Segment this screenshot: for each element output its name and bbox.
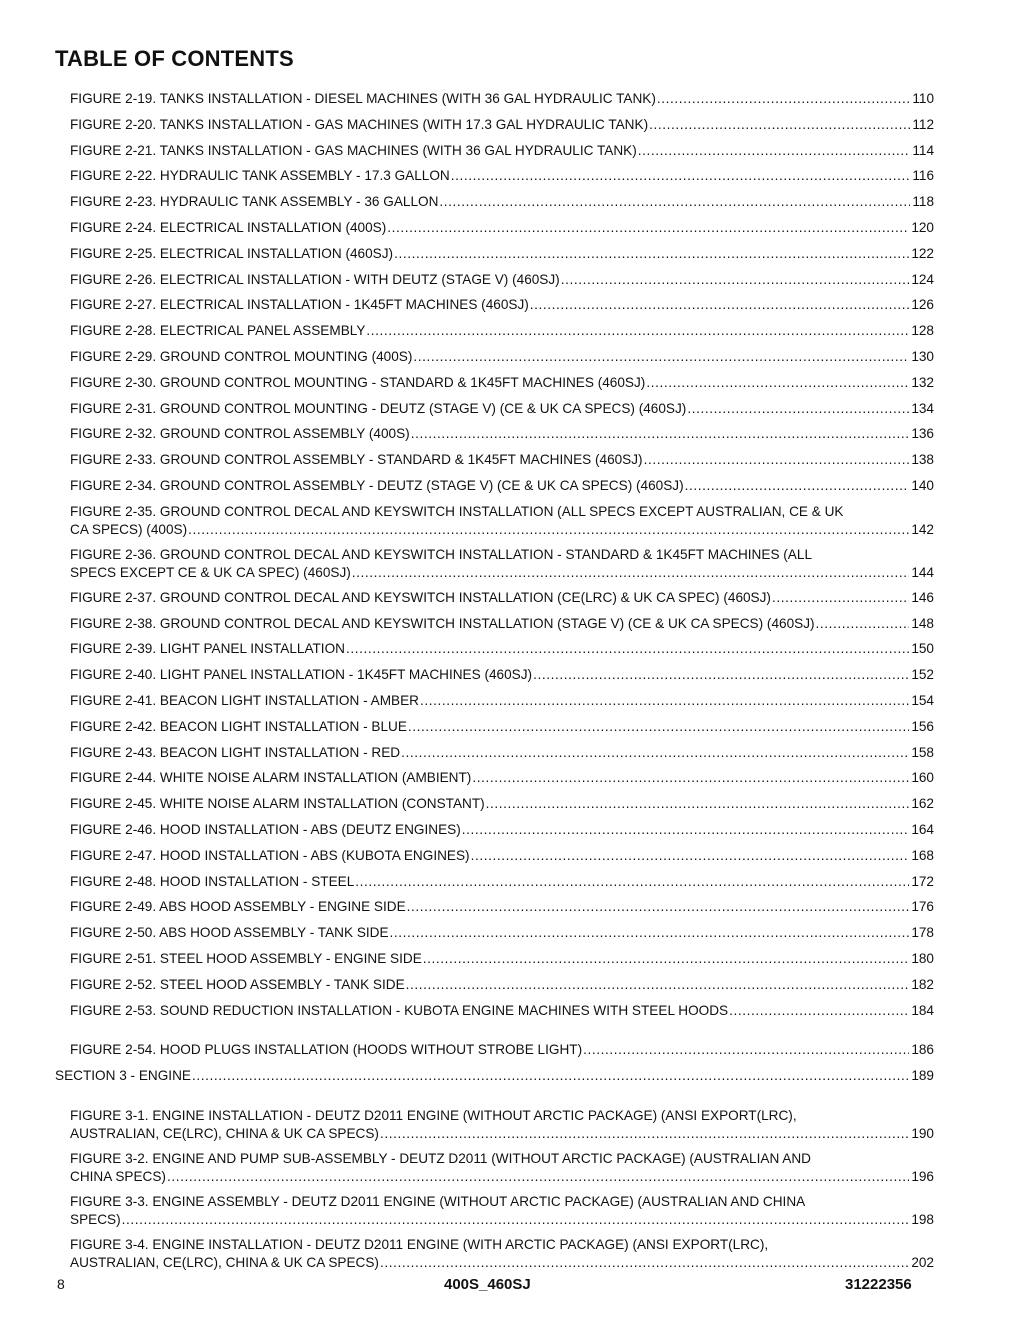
dot-leader xyxy=(685,477,910,495)
toc-figure-entry[interactable] xyxy=(70,400,934,418)
toc-figure-entry[interactable] xyxy=(70,348,934,366)
dot-leader xyxy=(407,898,910,916)
toc-entry-page: 146 xyxy=(911,589,934,605)
toc-entry-title: FIGURE 2-30. GROUND CONTROL MOUNTING - STANDARD & 1K45FT MACHINES (460SJ) xyxy=(70,374,646,390)
toc-entry-page: 150 xyxy=(911,641,934,657)
toc-list xyxy=(0,90,1024,1279)
toc-figure-entry[interactable] xyxy=(70,167,934,185)
toc-entry-title: SPECS) xyxy=(70,1211,121,1227)
dot-leader xyxy=(649,116,910,134)
dot-leader xyxy=(188,521,909,539)
toc-figure-entry[interactable] xyxy=(70,847,934,865)
toc-entry-title: FIGURE 2-47. HOOD INSTALLATION - ABS (KUBOTA ENGINES) xyxy=(70,847,470,863)
toc-entry-title: FIGURE 2-26. ELECTRICAL INSTALLATION - WITH DEUTZ (STAGE V) (460SJ) xyxy=(70,271,560,287)
toc-entry-page: 130 xyxy=(911,348,934,364)
toc-entry-title: FIGURE 2-43. BEACON LIGHT INSTALLATION - RED xyxy=(70,744,401,760)
toc-figure-entry[interactable] xyxy=(70,90,934,108)
dot-leader xyxy=(352,564,910,582)
dot-leader xyxy=(387,219,909,237)
dot-leader xyxy=(423,950,910,968)
dot-leader xyxy=(583,1041,909,1059)
toc-section-entry[interactable] xyxy=(55,1067,934,1085)
toc-entry-page: 160 xyxy=(911,770,934,786)
toc-entry-title-line: FIGURE 3-2. ENGINE AND PUMP SUB-ASSEMBLY - DEUTZ D2011 (WITHOUT ARCTIC PACKAGE) (AUSTRALIAN AND xyxy=(70,1150,811,1166)
toc-entry-page: 176 xyxy=(911,899,934,915)
toc-entry-page: 122 xyxy=(911,245,934,261)
dot-leader xyxy=(408,718,909,736)
toc-figure-entry[interactable] xyxy=(70,245,934,263)
toc-figure-entry[interactable] xyxy=(70,640,934,658)
toc-entry-title: FIGURE 2-29. GROUND CONTROL MOUNTING (400S) xyxy=(70,348,413,364)
dot-leader xyxy=(413,348,909,366)
toc-entry-page: 164 xyxy=(911,821,934,837)
dot-leader xyxy=(644,451,910,469)
dot-leader xyxy=(687,400,909,418)
toc-entry-title: FIGURE 2-46. HOOD INSTALLATION - ABS (DEUTZ ENGINES) xyxy=(70,821,461,837)
page-title: TABLE OF CONTENTS xyxy=(55,46,294,71)
dot-leader xyxy=(530,296,910,314)
dot-leader xyxy=(401,744,909,762)
dot-leader xyxy=(192,1067,909,1085)
toc-entry-page: 178 xyxy=(911,925,934,941)
toc-entry-title: FIGURE 2-41. BEACON LIGHT INSTALLATION - AMBER xyxy=(70,692,419,708)
dot-leader xyxy=(411,425,910,443)
toc-entry-title: CA SPECS) (400S) xyxy=(70,521,188,537)
page-number: 8 xyxy=(57,1276,65,1292)
toc-entry-title-line: FIGURE 2-36. GROUND CONTROL DECAL AND KEYSWITCH INSTALLATION - STANDARD & 1K45FT MACHINES (ALL xyxy=(70,546,812,562)
toc-entry-page: 168 xyxy=(911,847,934,863)
toc-entry-title: FIGURE 2-54. HOOD PLUGS INSTALLATION (HOODS WITHOUT STROBE LIGHT) xyxy=(70,1042,583,1058)
toc-entry-page: 196 xyxy=(911,1168,934,1184)
dot-leader xyxy=(657,90,910,108)
toc-entry-page: 140 xyxy=(911,477,934,493)
toc-entry-title: FIGURE 2-40. LIGHT PANEL INSTALLATION - 1K45FT MACHINES (460SJ) xyxy=(70,667,533,683)
dot-leader xyxy=(366,322,909,340)
dot-leader xyxy=(451,167,911,185)
toc-entry-page: 162 xyxy=(911,796,934,812)
toc-figure-entry[interactable] xyxy=(70,769,934,787)
toc-entry-page: 144 xyxy=(911,564,934,580)
toc-entry-page: 126 xyxy=(911,297,934,313)
toc-figure-entry[interactable] xyxy=(70,873,934,891)
dot-leader xyxy=(122,1211,910,1229)
toc-entry-page: 158 xyxy=(911,744,934,760)
toc-figure-entry[interactable] xyxy=(70,950,934,968)
toc-entry-page: 116 xyxy=(912,168,934,184)
toc-figure-entry[interactable] xyxy=(70,821,934,839)
toc-entry-title-line: FIGURE 3-3. ENGINE ASSEMBLY - DEUTZ D2011 ENGINE (WITHOUT ARCTIC PACKAGE) (AUSTRALIAN AND CHINA xyxy=(70,1193,806,1209)
dot-leader xyxy=(406,976,910,994)
toc-entry-title: FIGURE 2-33. GROUND CONTROL ASSEMBLY - STANDARD & 1K45FT MACHINES (460SJ) xyxy=(70,452,643,468)
toc-entry-title: FIGURE 2-28. ELECTRICAL PANEL ASSEMBLY xyxy=(70,323,366,339)
dot-leader xyxy=(486,795,910,813)
dot-leader xyxy=(355,873,909,891)
toc-figure-entry[interactable] xyxy=(70,744,934,762)
dot-leader xyxy=(439,193,910,211)
toc-entry-page: 142 xyxy=(911,521,934,537)
toc-figure-entry[interactable] xyxy=(70,503,934,539)
toc-entry-title: SPECS EXCEPT CE & UK CA SPEC) (460SJ) xyxy=(70,564,351,580)
toc-figure-entry[interactable] xyxy=(70,1002,934,1020)
toc-entry-title: FIGURE 2-22. HYDRAULIC TANK ASSEMBLY - 17.3 GALLON xyxy=(70,168,450,184)
toc-entry-title: FIGURE 2-50. ABS HOOD ASSEMBLY - TANK SIDE xyxy=(70,925,389,941)
toc-entry-title: AUSTRALIAN, CE(LRC), CHINA & UK CA SPECS) xyxy=(70,1254,379,1270)
toc-entry-page: 136 xyxy=(911,426,934,442)
toc-figure-entry[interactable] xyxy=(70,451,934,469)
dot-leader xyxy=(380,1125,909,1143)
dot-leader xyxy=(638,142,911,160)
toc-entry-page: 138 xyxy=(911,452,934,468)
toc-figure-entry[interactable] xyxy=(70,976,934,994)
toc-figure-entry[interactable] xyxy=(70,1150,934,1186)
toc-entry-title: SECTION 3 - ENGINE xyxy=(55,1068,191,1084)
toc-entry-page: 198 xyxy=(911,1211,934,1227)
toc-entry-page: 154 xyxy=(911,692,934,708)
toc-entry-title: FIGURE 2-53. SOUND REDUCTION INSTALLATION - KUBOTA ENGINE MACHINES WITH STEEL HOODS xyxy=(70,1002,729,1018)
toc-entry-title: FIGURE 2-45. WHITE NOISE ALARM INSTALLATION (CONSTANT) xyxy=(70,796,485,812)
toc-figure-entry[interactable] xyxy=(70,322,934,340)
toc-entry-page: 148 xyxy=(911,615,934,631)
toc-figure-entry[interactable] xyxy=(70,718,934,736)
toc-entry-title: FIGURE 2-51. STEEL HOOD ASSEMBLY - ENGINE SIDE xyxy=(70,950,422,966)
toc-entry-title: FIGURE 2-39. LIGHT PANEL INSTALLATION xyxy=(70,641,345,657)
toc-entry-page: 190 xyxy=(911,1125,934,1141)
toc-entry-page: 124 xyxy=(911,271,934,287)
dot-leader xyxy=(561,271,910,289)
toc-entry-page: 172 xyxy=(911,873,934,889)
dot-leader xyxy=(646,374,909,392)
toc-figure-entry[interactable] xyxy=(70,589,934,607)
toc-entry-page: 202 xyxy=(911,1254,934,1270)
document-number: 31222356 xyxy=(845,1276,912,1293)
toc-figure-entry[interactable] xyxy=(70,615,934,633)
toc-figure-entry[interactable] xyxy=(70,219,934,237)
toc-entry-title: FIGURE 2-48. HOOD INSTALLATION - STEEL xyxy=(70,873,355,889)
toc-entry-title-line: FIGURE 2-35. GROUND CONTROL DECAL AND KEYSWITCH INSTALLATION (ALL SPECS EXCEPT AUSTRALIAN, CE & UK xyxy=(70,503,844,519)
toc-entry-title: AUSTRALIAN, CE(LRC), CHINA & UK CA SPECS) xyxy=(70,1125,379,1141)
dot-leader xyxy=(471,847,910,865)
toc-entry-title-line: FIGURE 3-4. ENGINE INSTALLATION - DEUTZ D2011 ENGINE (WITH ARCTIC PACKAGE) (ANSI EXPORT(LRC), xyxy=(70,1236,769,1252)
toc-figure-entry[interactable] xyxy=(70,271,934,289)
toc-entry-title: FIGURE 2-19. TANKS INSTALLATION - DIESEL MACHINES (WITH 36 GAL HYDRAULIC TANK) xyxy=(70,91,656,106)
toc-entry-title: FIGURE 2-25. ELECTRICAL INSTALLATION (460SJ) xyxy=(70,245,394,261)
toc-figure-entry[interactable] xyxy=(70,374,934,392)
toc-entry-page: 186 xyxy=(911,1042,934,1058)
toc-entry-title: FIGURE 2-34. GROUND CONTROL ASSEMBLY - DEUTZ (STAGE V) (CE & UK CA SPECS) (460SJ) xyxy=(70,477,684,493)
toc-entry-title: FIGURE 2-52. STEEL HOOD ASSEMBLY - TANK SIDE xyxy=(70,976,405,992)
dot-leader xyxy=(420,692,909,710)
toc-figure-entry[interactable] xyxy=(70,116,934,134)
toc-entry-title: FIGURE 2-37. GROUND CONTROL DECAL AND KEYSWITCH INSTALLATION (CE(LRC) & UK CA SPEC) (460SJ) xyxy=(70,589,771,605)
toc-entry-page: 156 xyxy=(911,718,934,734)
toc-figure-entry[interactable] xyxy=(70,924,934,942)
toc-entry-title: FIGURE 2-31. GROUND CONTROL MOUNTING - DEUTZ (STAGE V) (CE & UK CA SPECS) (460SJ) xyxy=(70,400,687,416)
toc-entry-page: 132 xyxy=(911,374,934,390)
toc-entry-title: CHINA SPECS) xyxy=(70,1168,166,1184)
dot-leader xyxy=(533,666,909,684)
toc-entry-page: 152 xyxy=(911,667,934,683)
toc-figure-entry[interactable] xyxy=(70,142,934,160)
dot-leader xyxy=(394,245,909,263)
toc-entry-page: 114 xyxy=(912,142,934,158)
toc-entry-page: 184 xyxy=(911,1002,934,1018)
toc-figure-entry[interactable] xyxy=(70,296,934,314)
toc-entry-title: FIGURE 2-20. TANKS INSTALLATION - GAS MACHINES (WITH 17.3 GAL HYDRAULIC TANK) xyxy=(70,116,649,132)
toc-entry-title: FIGURE 2-32. GROUND CONTROL ASSEMBLY (400S) xyxy=(70,426,410,442)
toc-figure-entry[interactable] xyxy=(70,898,934,916)
dot-leader xyxy=(772,589,909,607)
toc-figure-entry[interactable] xyxy=(70,193,934,211)
toc-figure-entry[interactable] xyxy=(70,1193,934,1229)
dot-leader xyxy=(167,1168,909,1186)
toc-entry-page: 180 xyxy=(911,950,934,966)
dot-leader xyxy=(390,924,910,942)
toc-entry-title: FIGURE 2-21. TANKS INSTALLATION - GAS MACHINES (WITH 36 GAL HYDRAULIC TANK) xyxy=(70,142,637,158)
toc-entry-page: 134 xyxy=(911,400,934,416)
dot-leader xyxy=(462,821,910,839)
toc-figure-entry[interactable] xyxy=(70,477,934,495)
toc-figure-entry[interactable] xyxy=(70,692,934,710)
toc-entry-title: FIGURE 2-38. GROUND CONTROL DECAL AND KEYSWITCH INSTALLATION (STAGE V) (CE & UK CA SPECS) (460SJ) xyxy=(70,615,815,631)
toc-entry-page: 182 xyxy=(911,976,934,992)
toc-entry-title: FIGURE 2-23. HYDRAULIC TANK ASSEMBLY - 36 GALLON xyxy=(70,194,439,210)
dot-leader xyxy=(380,1254,909,1272)
toc-figure-entry[interactable] xyxy=(70,1041,934,1059)
toc-entry-page: 189 xyxy=(911,1068,934,1084)
toc-figure-entry[interactable] xyxy=(70,546,934,582)
toc-entry-title: FIGURE 2-49. ABS HOOD ASSEMBLY - ENGINE SIDE xyxy=(70,899,406,915)
toc-entry-title: FIGURE 2-27. ELECTRICAL INSTALLATION - 1K45FT MACHINES (460SJ) xyxy=(70,297,529,313)
toc-figure-entry[interactable] xyxy=(70,1107,934,1143)
toc-entry-page: 120 xyxy=(911,219,934,235)
toc-entry-title: FIGURE 2-42. BEACON LIGHT INSTALLATION - BLUE xyxy=(70,718,407,734)
toc-figure-entry[interactable] xyxy=(70,795,934,813)
toc-figure-entry[interactable] xyxy=(70,1236,934,1272)
toc-entry-page: 128 xyxy=(911,323,934,339)
toc-figure-entry[interactable] xyxy=(70,666,934,684)
toc-entry-page: 112 xyxy=(912,116,934,132)
toc-entry-title: FIGURE 2-44. WHITE NOISE ALARM INSTALLATION (AMBIENT) xyxy=(70,770,472,786)
document-model: 400S_460SJ xyxy=(444,1276,531,1293)
toc-entry-page: 110 xyxy=(912,91,934,106)
toc-entry-title-line: FIGURE 3-1. ENGINE INSTALLATION - DEUTZ D2011 ENGINE (WITHOUT ARCTIC PACKAGE) (ANSI EXPORT(LRC), xyxy=(70,1107,797,1123)
dot-leader xyxy=(472,769,909,787)
dot-leader xyxy=(816,615,910,633)
dot-leader xyxy=(346,640,909,658)
toc-entry-title: FIGURE 2-24. ELECTRICAL INSTALLATION (400S) xyxy=(70,219,387,235)
toc-figure-entry[interactable] xyxy=(70,425,934,443)
dot-leader xyxy=(729,1002,909,1020)
toc-entry-page: 118 xyxy=(912,194,934,210)
